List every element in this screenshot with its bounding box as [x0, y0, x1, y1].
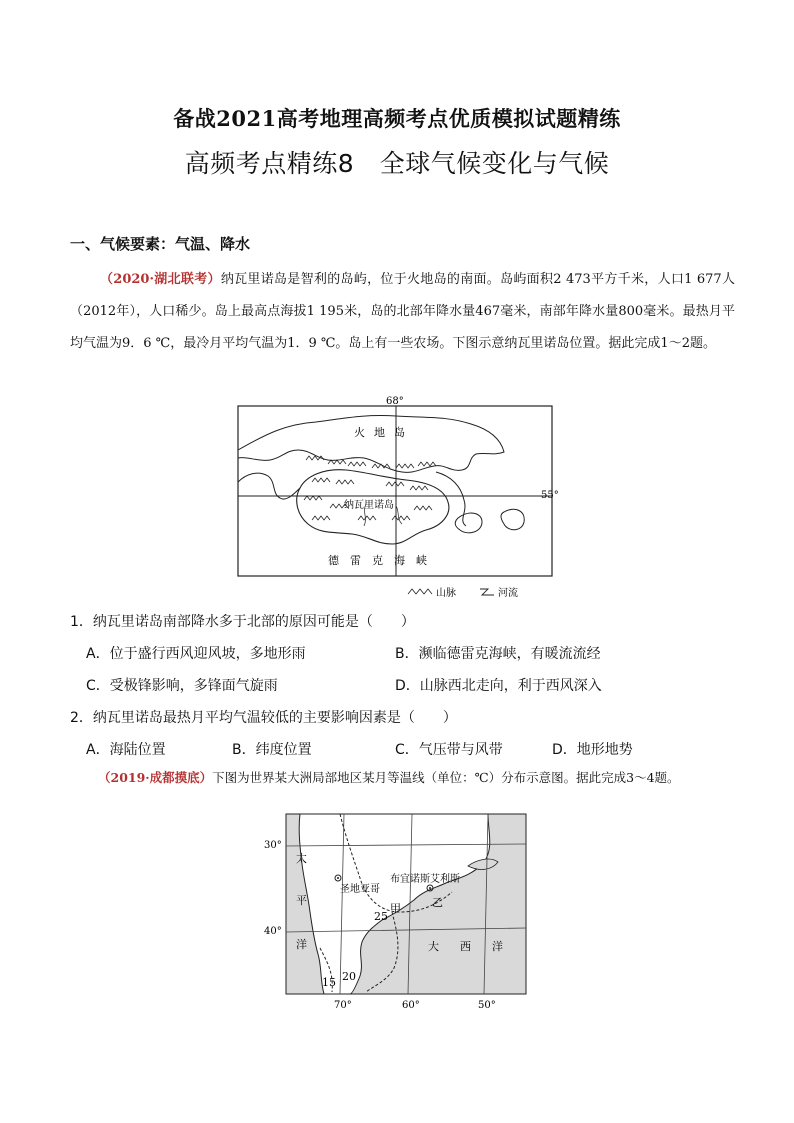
section-heading: 一、气候要素：气温、降水 [70, 235, 251, 253]
passage-text: 纳瓦里诺岛是智利的岛屿，位于火地岛的南面。岛屿面积2 473平方千米，人口1 677人（2012年），人口稀少。岛上最高点海拔1 195米，岛的北部年降水量467毫米，南部年降水量800毫米。最热月平均气温为9．6 ℃，最冷月平均气温为1．9 ℃。岛上有一些农场。下图示意纳瓦里诺岛位置。据此完成1～2题。 [70, 272, 735, 351]
strait-label-2: 雷 [350, 554, 361, 567]
atlantic-label-1: 大 [428, 940, 439, 953]
passage-2-text: 下图为世界某大洲局部地区某月等温线（单位：℃）分布示意图。据此完成3～4题。 [212, 770, 680, 785]
atlantic-label-2: 西 [460, 940, 471, 953]
south-america-isotherm-map [262, 808, 532, 1018]
q1-option-a[interactable]: A．位于盛行西风迎风坡，多地形雨 [86, 646, 306, 662]
legend-mountain-icon [408, 589, 432, 594]
lat30-label: 30° [264, 840, 282, 851]
iso25-label: 25 [374, 910, 388, 923]
strait-label-4: 海 [394, 554, 405, 567]
q1-option-b[interactable]: B．濒临德雷克海峡，有暖流流经 [395, 646, 601, 662]
strait-label-5: 峡 [416, 554, 427, 567]
strait-label-1: 德 [328, 554, 339, 567]
q1-option-c[interactable]: C．受极锋影响，多锋面气旋雨 [86, 678, 278, 694]
lon60-label: 60° [402, 1000, 420, 1011]
fire-label-3: 岛 [394, 426, 405, 439]
document-title: 备战2021高考地理高频考点优质模拟试题精练 [173, 106, 621, 131]
strait-label-3: 克 [372, 554, 383, 567]
legend-river-label: 河流 [498, 588, 518, 599]
passage-1 [70, 264, 735, 360]
legend-mountain-label: 山脉 [436, 588, 456, 599]
lon-label: 68° [386, 396, 404, 407]
question-1: 1．纳瓦里诺岛南部降水多于北部的原因可能是（ ） [70, 614, 415, 630]
island-label: 纳瓦里诺岛 [344, 500, 394, 511]
yi-label: 乙 [432, 896, 443, 909]
pacific-label-3: 洋 [296, 938, 307, 951]
santiago-label: 圣地亚哥 [340, 884, 380, 895]
document-subtitle: 高频考点精练8 全球气候变化与气候 [184, 149, 610, 178]
fire-label-1: 火 [354, 426, 365, 439]
q2-option-a[interactable]: A．海陆位置 [86, 742, 166, 758]
atlantic-label-3: 洋 [492, 940, 503, 953]
buenos-aires-label: 布宜诺斯艾利斯 [390, 874, 460, 885]
pacific-label-1: 太 [296, 852, 307, 865]
jia-label: 甲 [390, 902, 401, 915]
legend-river-icon [480, 589, 494, 595]
navarino-island-map [236, 394, 559, 600]
lat40-label: 40° [264, 926, 282, 937]
passage-2-source: （2019·成都摸底） [98, 770, 213, 785]
q2-option-d[interactable]: D．地形地势 [552, 742, 633, 758]
lon50-label: 50° [478, 1000, 496, 1011]
q2-option-b[interactable]: B．纬度位置 [232, 742, 312, 758]
passage-2 [70, 768, 750, 786]
iso20-label: 20 [342, 970, 356, 983]
pacific-label-2: 平 [296, 894, 307, 907]
q1-option-d[interactable]: D．山脉西北走向，利于西风深入 [395, 678, 602, 694]
fire-label-2: 地 [374, 426, 385, 439]
lat-label: 55° [541, 490, 559, 501]
lon70-label: 70° [334, 1000, 352, 1011]
question-2: 2．纳瓦里诺岛最热月平均气温较低的主要影响因素是（ ） [70, 710, 457, 726]
iso15-label: 15 [322, 976, 336, 989]
q2-option-c[interactable]: C．气压带与风带 [395, 742, 503, 758]
passage-source: （2020·湖北联考） [100, 272, 221, 287]
